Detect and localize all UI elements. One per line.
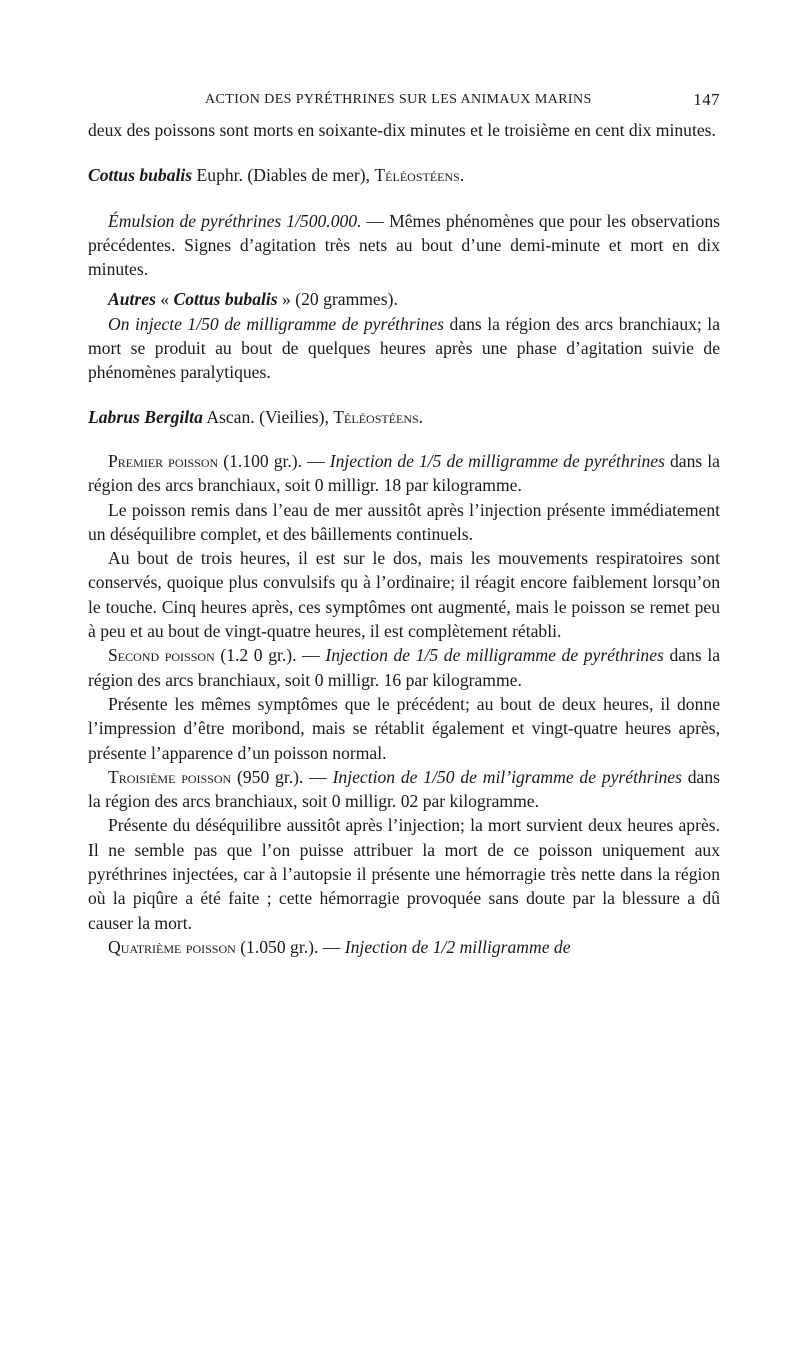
fish-weight: (1.100 gr.). — bbox=[218, 450, 330, 471]
species-author: Euphr. bbox=[196, 165, 243, 186]
page-body bbox=[88, 118, 720, 959]
paragraph-text: dans la région des arcs branchiaux, soit 0 milligr. 18 par kilogramme. bbox=[88, 450, 720, 496]
running-head bbox=[88, 90, 720, 112]
taxon-group: Téléostéens. bbox=[374, 165, 465, 186]
fish-label: Second poisson bbox=[108, 645, 215, 666]
autres-label: Autres bbox=[108, 289, 156, 310]
emulsion-lead: Émulsion de pyréthrines 1/500.000. bbox=[108, 210, 362, 231]
injection-text: Injection de 1/5 de milligramme de pyréthrines bbox=[325, 645, 664, 666]
injecte-lead: On injecte 1/50 de milligramme de pyréthrines bbox=[108, 313, 445, 334]
section-heading-labrus bbox=[88, 405, 720, 429]
fish-label: Quatrième poisson bbox=[108, 936, 236, 957]
common-name: (Vieilies), bbox=[259, 406, 329, 427]
fish-label: Troisième poisson bbox=[108, 766, 232, 787]
paragraph-troisieme-2: Présente du déséquilibre aussitôt après l’injection; la mort survient deux heures après. Il ne semble pas que l’on puisse attribuer la mort de ce poisson uniquement aux pyréthrines injectées, car à l’autopsie il présente une hémorragie très nette dans la région où la piqûre a été faite ; cette hémorragie provoquée sans doute par la blessure a dû causer la mort. bbox=[88, 815, 720, 933]
common-name: (Diables de mer), bbox=[247, 165, 371, 186]
quote-open: « bbox=[155, 289, 174, 310]
paragraph-text: dans la région des arcs branchiaux, soit 0 milligr. 02 par kilogramme. bbox=[88, 766, 720, 812]
emulsion-text: — Mêmes phénomènes que pour les observations précédentes. Signes d’agitation très nets au bout d’une demi-minute et mort en dix minutes. bbox=[88, 210, 721, 280]
taxon-group: Téléostéens. bbox=[333, 406, 424, 427]
species-name: Labrus Bergilta bbox=[88, 406, 203, 427]
paragraph-quatrieme bbox=[88, 935, 720, 959]
page-number: 147 bbox=[693, 90, 720, 109]
fish-weight: (1.050 gr.). — bbox=[235, 936, 345, 957]
paragraph-autres bbox=[88, 287, 720, 311]
section-heading-cottus bbox=[88, 163, 720, 187]
fish-weight: (1.2 0 gr.). — bbox=[214, 645, 326, 666]
species-name: Cottus bubalis bbox=[88, 165, 193, 186]
paragraph-premier bbox=[88, 449, 720, 498]
autres-species: Cottus bubalis bbox=[173, 289, 278, 310]
injection-text: Injection de 1/50 de mil’igramme de pyréthrines bbox=[332, 766, 682, 787]
paragraph-second-2: Présente les mêmes symptômes que le précédent; au bout de deux heures, il donne l’impression d’être moribond, mais se rétablit également et vingt-quatre heures après, présente l’apparence d’un poisson normal. bbox=[88, 693, 720, 763]
paragraph-troisieme bbox=[88, 765, 720, 814]
paragraph-emulsion bbox=[88, 209, 720, 282]
injecte-text: dans la région des arcs branchiaux; la mort se produit au bout de quelques heures après une phase d’agitation suivie de phénomènes paralytiques. bbox=[88, 313, 721, 383]
paragraph-injecte bbox=[88, 312, 720, 385]
fish-weight: (950 gr.). — bbox=[231, 766, 333, 787]
paragraph-premier-3: Au bout de trois heures, il est sur le dos, mais les mouvements respiratoires sont conservés, quoique plus convulsifs qu à l’ordinaire; il réagit encore faiblement lorsqu’on le touche. Cinq heures après, ces symptômes ont augmenté, mais le poisson se remet peu à peu et au bout de vingt-quatre heures, il est complètement rétabli. bbox=[88, 548, 720, 642]
running-head-title: ACTION DES PYRÉTHRINES SUR LES ANIMAUX MARINS bbox=[205, 92, 592, 107]
injection-text: Injection de 1/2 milligramme de bbox=[344, 936, 571, 957]
paragraph-premier-2: Le poisson remis dans l’eau de mer aussitôt après l’injection présente immédiatement un déséquilibre complet, et des bâillements continuels. bbox=[88, 499, 720, 544]
fish-label: Premier poisson bbox=[108, 450, 219, 471]
species-author: Ascan. bbox=[206, 406, 255, 427]
injection-text: Injection de 1/5 de milligramme de pyréthrines bbox=[329, 450, 665, 471]
autres-weight: (20 grammes). bbox=[295, 289, 398, 310]
paragraph-continuation: deux des poissons sont morts en soixante-dix minutes et le troisième en cent dix minutes. bbox=[88, 120, 716, 140]
paragraph-second bbox=[88, 643, 720, 692]
quote-close: » bbox=[277, 289, 296, 310]
paragraph-text: dans la région des arcs branchiaux, soit 0 milligr. 16 par kilogramme. bbox=[88, 645, 721, 690]
